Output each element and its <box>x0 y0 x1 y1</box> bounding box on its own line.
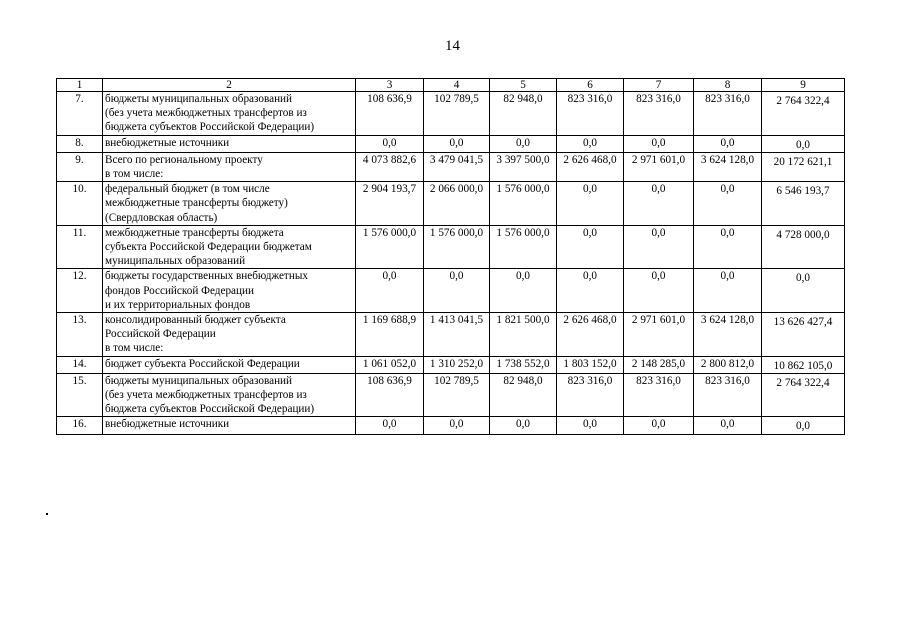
table-row <box>57 92 845 136</box>
row-name-line: в том числе: <box>105 168 164 181</box>
row-name-line: Российской Федерации <box>105 328 216 341</box>
row-number: 9. <box>57 152 103 181</box>
value-cell-col-6: 0,0 <box>557 269 624 313</box>
value-cell-col-7: 2 971 601,0 <box>624 313 694 357</box>
value-cell-col-8: 0,0 <box>694 135 762 152</box>
row-number: 14. <box>57 356 103 373</box>
column-header-9: 9 <box>762 79 845 92</box>
value-cell-col-3: 2 904 193,7 <box>356 182 424 226</box>
value-cell-col-4: 102 789,5 <box>424 92 490 136</box>
scan-dot <box>46 513 48 515</box>
value-cell-col-3: 4 073 882,6 <box>356 152 424 181</box>
row-name <box>103 373 356 417</box>
value-cell-col-8: 3 624 128,0 <box>694 152 762 181</box>
value-cell-col-8: 0,0 <box>694 182 762 226</box>
row-number: 15. <box>57 373 103 417</box>
column-header-4: 4 <box>424 79 490 92</box>
table-row <box>57 313 845 357</box>
table-row <box>57 417 845 434</box>
column-header-7: 7 <box>624 79 694 92</box>
value-cell-col-4: 0,0 <box>424 135 490 152</box>
value-cell-col-8: 823 316,0 <box>694 373 762 417</box>
row-name <box>103 269 356 313</box>
row-name-line: субъекта Российской Федерации бюджетам <box>105 241 312 254</box>
row-name <box>103 152 356 181</box>
value-cell-col-5: 82 948,0 <box>490 373 557 417</box>
value-cell-col-4: 1 310 252,0 <box>424 356 490 373</box>
value-cell-col-6: 0,0 <box>557 182 624 226</box>
row-name-line: консолидированный бюджет субъекта <box>105 314 286 327</box>
row-name-line: (без учета межбюджетных трансфертов из <box>105 107 307 120</box>
value-cell-col-8: 0,0 <box>694 269 762 313</box>
row-name <box>103 182 356 226</box>
row-name-line: муниципальных образований <box>105 255 246 268</box>
value-cell-col-4: 3 479 041,5 <box>424 152 490 181</box>
value-cell-col-8: 2 800 812,0 <box>694 356 762 373</box>
row-name-line: внебюджетные источники <box>105 136 230 149</box>
row-name-line: в том числе: <box>105 342 164 355</box>
row-number: 13. <box>57 313 103 357</box>
value-cell-col-5: 1 576 000,0 <box>490 182 557 226</box>
value-cell-col-5: 1 738 552,0 <box>490 356 557 373</box>
row-name <box>103 356 356 373</box>
value-cell-col-6: 2 626 468,0 <box>557 313 624 357</box>
value-cell-col-6: 823 316,0 <box>557 373 624 417</box>
column-header-row <box>57 79 845 92</box>
value-cell-col-7: 0,0 <box>624 417 694 434</box>
value-cell-col-7: 0,0 <box>624 269 694 313</box>
value-cell-col-4: 102 789,5 <box>424 373 490 417</box>
column-header-2: 2 <box>103 79 356 92</box>
value-cell-col-9: 0,0 <box>762 417 845 434</box>
row-name-line: бюджет субъекта Российской Федерации <box>105 357 300 370</box>
row-name <box>103 313 356 357</box>
table-row <box>57 373 845 417</box>
value-cell-col-9: 20 172 621,1 <box>762 152 845 181</box>
value-cell-col-7: 0,0 <box>624 135 694 152</box>
value-cell-col-7: 2 971 601,0 <box>624 152 694 181</box>
budget-table <box>56 78 845 435</box>
value-cell-col-5: 0,0 <box>490 417 557 434</box>
value-cell-col-6: 2 626 468,0 <box>557 152 624 181</box>
row-name-line: Всего по региональному проекту <box>105 153 263 166</box>
table-row <box>57 152 845 181</box>
value-cell-col-3: 108 636,9 <box>356 92 424 136</box>
column-header-6: 6 <box>557 79 624 92</box>
value-cell-col-9: 2 764 322,4 <box>762 92 845 136</box>
value-cell-col-4: 1 576 000,0 <box>424 225 490 269</box>
column-header-1: 1 <box>57 79 103 92</box>
value-cell-col-8: 823 316,0 <box>694 92 762 136</box>
row-name <box>103 135 356 152</box>
value-cell-col-5: 0,0 <box>490 269 557 313</box>
value-cell-col-9: 4 728 000,0 <box>762 225 845 269</box>
value-cell-col-3: 108 636,9 <box>356 373 424 417</box>
value-cell-col-4: 0,0 <box>424 417 490 434</box>
column-header-3: 3 <box>356 79 424 92</box>
row-number: 16. <box>57 417 103 434</box>
value-cell-col-8: 0,0 <box>694 417 762 434</box>
row-name-line: и их территориальных фондов <box>105 298 251 311</box>
value-cell-col-3: 0,0 <box>356 269 424 313</box>
value-cell-col-5: 82 948,0 <box>490 92 557 136</box>
table-row <box>57 135 845 152</box>
value-cell-col-5: 1 821 500,0 <box>490 313 557 357</box>
table-body <box>57 79 845 435</box>
row-name-line: бюджеты муниципальных образований <box>105 93 293 105</box>
value-cell-col-7: 0,0 <box>624 225 694 269</box>
column-header-8: 8 <box>694 79 762 92</box>
page-number: 14 <box>445 38 460 54</box>
row-name-line: бюджеты государственных внебюджетных <box>105 270 308 283</box>
value-cell-col-7: 2 148 285,0 <box>624 356 694 373</box>
row-name-line: бюджета субъектов Российской Федерации) <box>105 403 315 416</box>
row-number: 12. <box>57 269 103 313</box>
value-cell-col-5: 3 397 500,0 <box>490 152 557 181</box>
value-cell-col-8: 3 624 128,0 <box>694 313 762 357</box>
row-name-line: (без учета межбюджетных трансфертов из <box>105 389 307 402</box>
value-cell-col-4: 0,0 <box>424 269 490 313</box>
value-cell-col-6: 1 803 152,0 <box>557 356 624 373</box>
table-row <box>57 356 845 373</box>
row-number: 8. <box>57 135 103 152</box>
value-cell-col-7: 823 316,0 <box>624 92 694 136</box>
value-cell-col-6: 0,0 <box>557 225 624 269</box>
value-cell-col-9: 13 626 427,4 <box>762 313 845 357</box>
table-row <box>57 182 845 226</box>
row-name-line: межбюджетные трансферты бюджету) <box>105 197 288 210</box>
value-cell-col-3: 0,0 <box>356 135 424 152</box>
row-name-line: (Свердловская область) <box>105 211 218 224</box>
value-cell-col-9: 6 546 193,7 <box>762 182 845 226</box>
value-cell-col-9: 10 862 105,0 <box>762 356 845 373</box>
row-name <box>103 225 356 269</box>
row-number: 10. <box>57 182 103 226</box>
row-name-line: федеральный бюджет (в том числе <box>105 183 270 196</box>
value-cell-col-4: 1 413 041,5 <box>424 313 490 357</box>
value-cell-col-5: 0,0 <box>490 135 557 152</box>
value-cell-col-4: 2 066 000,0 <box>424 182 490 226</box>
value-cell-col-3: 1 169 688,9 <box>356 313 424 357</box>
row-name <box>103 417 356 434</box>
row-name <box>103 92 356 136</box>
value-cell-col-6: 823 316,0 <box>557 92 624 136</box>
value-cell-col-3: 0,0 <box>356 417 424 434</box>
row-name-line: бюджеты муниципальных образований <box>105 374 293 387</box>
table-row <box>57 225 845 269</box>
row-number: 7. <box>57 92 103 136</box>
row-number: 11. <box>57 225 103 269</box>
value-cell-col-3: 1 576 000,0 <box>356 225 424 269</box>
value-cell-col-7: 823 316,0 <box>624 373 694 417</box>
value-cell-col-3: 1 061 052,0 <box>356 356 424 373</box>
value-cell-col-9: 2 764 322,4 <box>762 373 845 417</box>
row-name-line: фондов Российской Федерации <box>105 284 254 297</box>
value-cell-col-9: 0,0 <box>762 269 845 313</box>
row-name-line: внебюджетные источники <box>105 418 230 431</box>
value-cell-col-8: 0,0 <box>694 225 762 269</box>
column-header-5: 5 <box>490 79 557 92</box>
value-cell-col-6: 0,0 <box>557 135 624 152</box>
value-cell-col-6: 0,0 <box>557 417 624 434</box>
table-row <box>57 269 845 313</box>
value-cell-col-7: 0,0 <box>624 182 694 226</box>
value-cell-col-9: 0,0 <box>762 135 845 152</box>
row-name-line: бюджета субъектов Российской Федерации) <box>105 121 315 134</box>
row-name-line: межбюджетные трансферты бюджета <box>105 226 284 239</box>
value-cell-col-5: 1 576 000,0 <box>490 225 557 269</box>
